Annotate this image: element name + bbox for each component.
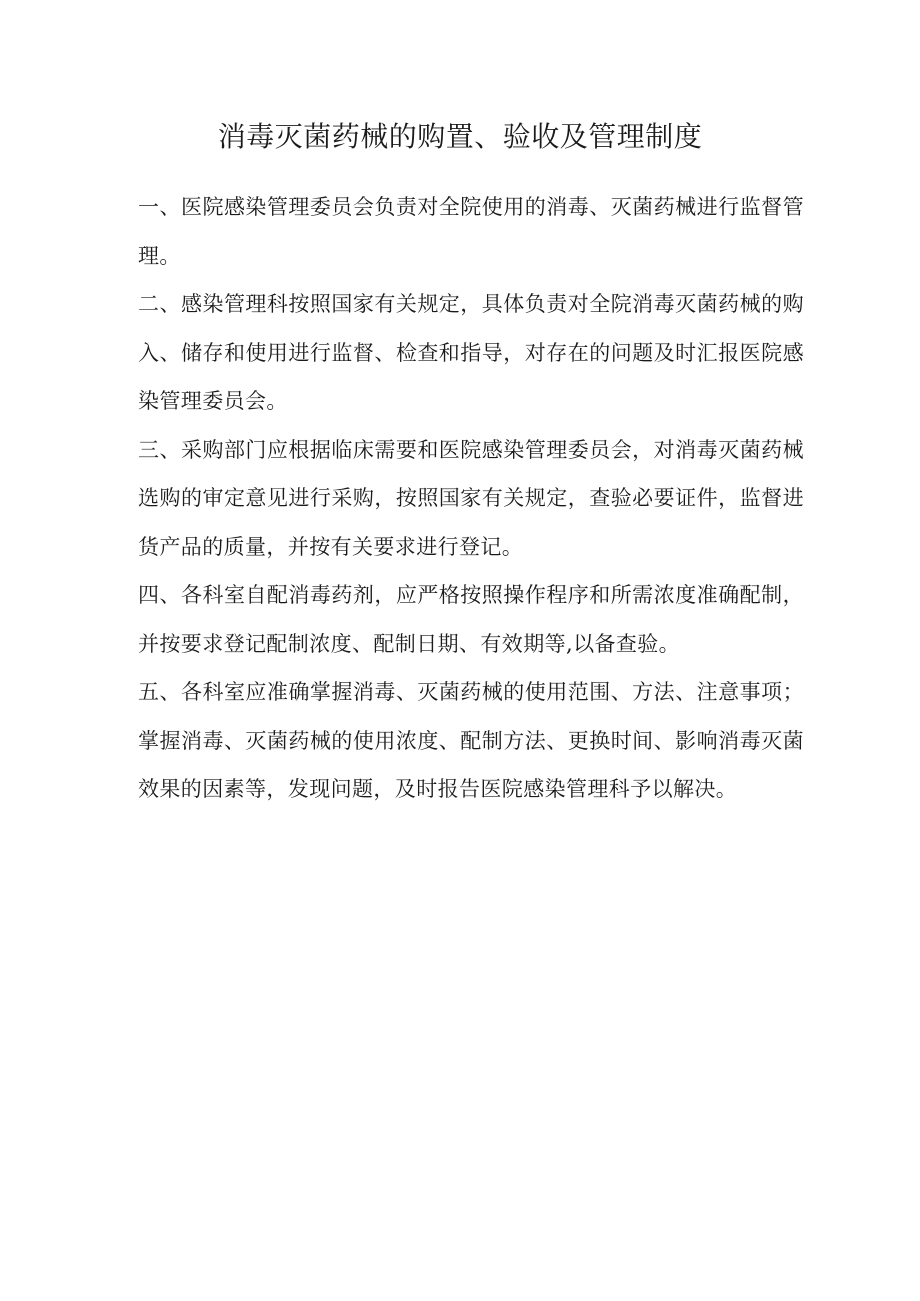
paragraph-5: 五、各科室应准确掌握消毒、灭菌药械的使用范围、方法、注意事项；掌握消毒、灭菌药械的使用浓度、配制方法、更换时间、影响消毒灭菌效果的因素等，发现问题，及时报告医院感染管理科予以解决。: [138, 680, 804, 801]
document-body: [138, 183, 804, 814]
paragraph-1: 一、医院感染管理委员会负责对全院使用的消毒、灭菌药械进行监督管理。: [138, 195, 804, 268]
paragraph-3: 三、采购部门应根据临床需要和医院感染管理委员会，对消毒灭菌药械选购的审定意见进行采购，按照国家有关规定，查验必要证件，监督进货产品的质量，并按有关要求进行登记。: [138, 437, 804, 559]
paragraph-4: 四、各科室自配消毒药剂，应严格按照操作程序和所需浓度准确配制，并按要求登记配制浓度、配制日期、有效期等,以备查验。: [138, 583, 804, 656]
paragraph-2: 二、感染管理科按照国家有关规定，具体负责对全院消毒灭菌药械的购入、储存和使用进行监督、检查和指导，对存在的问题及时汇报医院感染管理委员会。: [138, 292, 804, 413]
document-title: 消毒灭菌药械的购置、验收及管理制度: [217, 120, 703, 153]
